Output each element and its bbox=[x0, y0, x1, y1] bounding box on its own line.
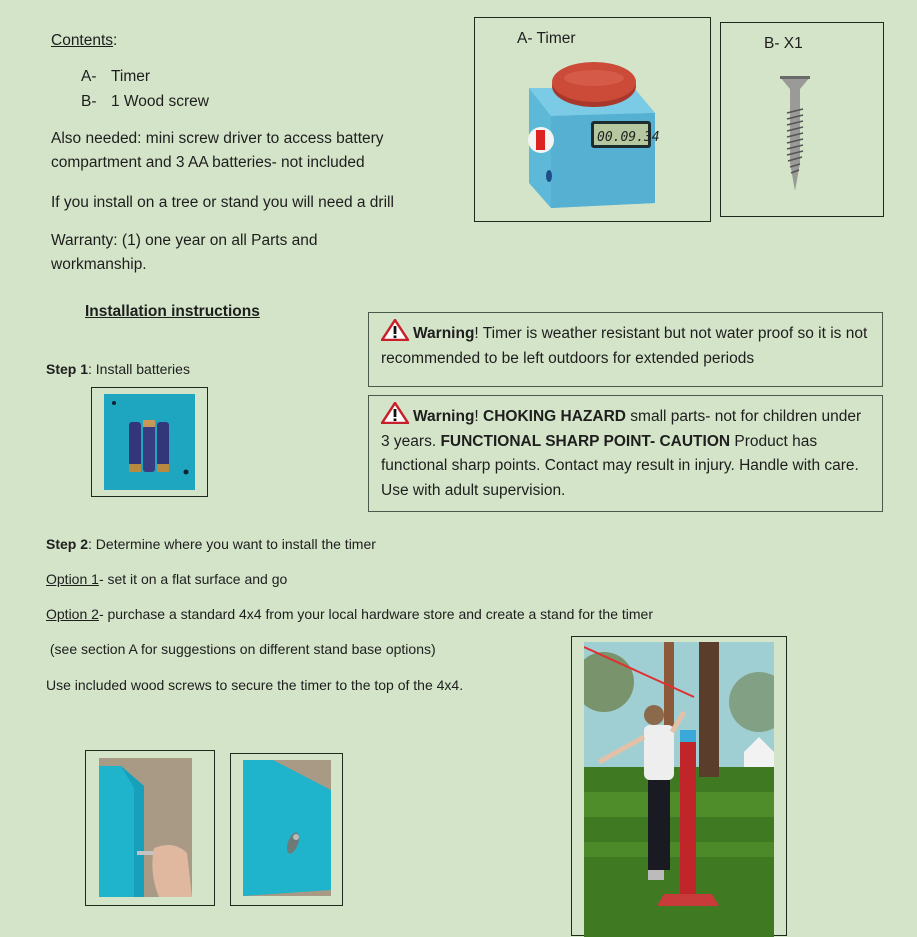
step1-text: Step 1: Install batteries bbox=[46, 361, 190, 377]
battery-image bbox=[104, 394, 195, 490]
warning-weather: Warning! Timer is weather resistant but not water proof so it is not recommended to be left outdoors for extended periods bbox=[368, 312, 883, 387]
screw-installed-image bbox=[243, 760, 331, 896]
screw-installed-photo bbox=[230, 753, 343, 906]
stand-image bbox=[584, 642, 774, 937]
contents-item-b: B- 1 Wood screw bbox=[81, 93, 209, 110]
battery-figure bbox=[91, 387, 208, 497]
screw-figure bbox=[720, 22, 884, 217]
screw-figure-label: B- X1 bbox=[764, 35, 803, 52]
drill-note: If you install on a tree or stand you will need a drill bbox=[51, 194, 394, 211]
contents-heading: Contents: bbox=[51, 32, 118, 49]
step2-text: Step 2: Determine where you want to install the timer bbox=[46, 536, 376, 552]
timer-figure-label: A- Timer bbox=[517, 30, 576, 47]
see-section-note: (see section A for suggestions on different stand base options) bbox=[46, 641, 436, 657]
stand-photo bbox=[571, 636, 787, 936]
timer-image bbox=[519, 58, 669, 218]
installation-heading: Installation instructions bbox=[85, 303, 260, 320]
also-needed-text: Also needed: mini screw driver to access battery compartment and 3 AA batteries- not included bbox=[51, 130, 384, 171]
warning-triangle-icon bbox=[381, 402, 409, 424]
screw-image bbox=[776, 73, 816, 193]
contents-heading-text: Contents bbox=[51, 32, 114, 49]
option2-text: Option 2- purchase a standard 4x4 from your local hardware store and create a stand for the timer bbox=[46, 606, 653, 622]
warranty-text: Warranty: (1) one year on all Parts and workmanship. bbox=[51, 232, 318, 273]
screw-insert-image bbox=[99, 758, 192, 897]
screw-insert-photo bbox=[85, 750, 215, 906]
contents-item-a: A- Timer bbox=[81, 68, 151, 85]
timer-figure bbox=[474, 17, 711, 222]
svg-text:00.09.34: 00.09.34 bbox=[597, 130, 660, 145]
screws-note: Use included wood screws to secure the timer to the top of the 4x4. bbox=[46, 677, 464, 693]
warning-choking: Warning! CHOKING HAZARD small parts- not for children under 3 years. FUNCTIONAL SHARP POINT- CAUTION Product has functional sharp points. Contact may result in injury. Handle with care. Use with adult supervision. bbox=[368, 395, 883, 512]
option1-text: Option 1- set it on a flat surface and go bbox=[46, 571, 288, 587]
warning-triangle-icon bbox=[381, 319, 409, 341]
